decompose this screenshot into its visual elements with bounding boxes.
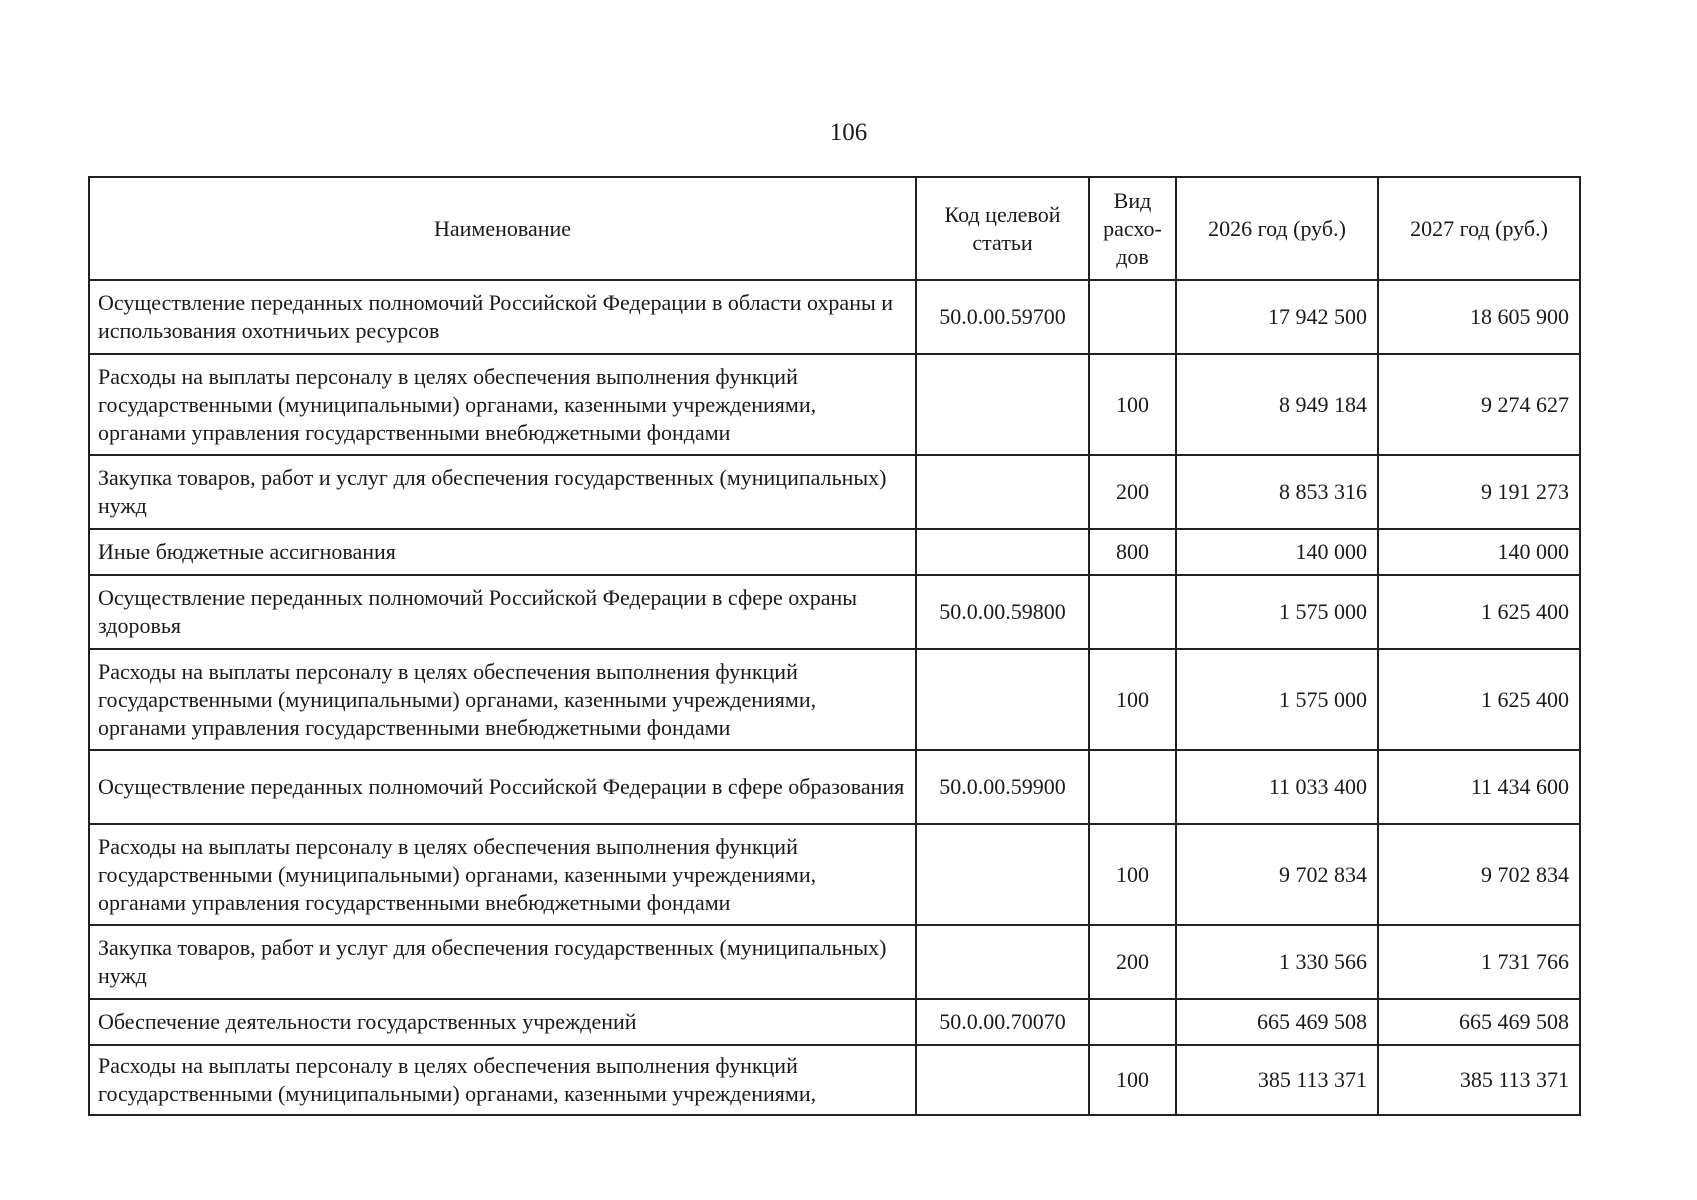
table-header-row bbox=[89, 177, 1580, 280]
row-type: 100 bbox=[1089, 1045, 1176, 1115]
row-2026: 8 949 184 bbox=[1176, 354, 1378, 455]
header-type: Вид расхо-дов bbox=[1089, 177, 1176, 280]
row-type bbox=[1089, 750, 1176, 824]
row-2026: 17 942 500 bbox=[1176, 280, 1378, 354]
row-type bbox=[1089, 999, 1176, 1045]
row-2027: 665 469 508 bbox=[1378, 999, 1580, 1045]
row-2026: 665 469 508 bbox=[1176, 999, 1378, 1045]
row-name: Осуществление переданных полномочий Российской Федерации в области охраны и использования охотничьих ресурсов bbox=[89, 280, 916, 354]
table-row bbox=[89, 750, 1580, 824]
row-code: 50.0.00.59900 bbox=[916, 750, 1089, 824]
row-2026: 140 000 bbox=[1176, 529, 1378, 575]
row-2027: 18 605 900 bbox=[1378, 280, 1580, 354]
row-2026: 1 330 566 bbox=[1176, 925, 1378, 999]
row-type: 100 bbox=[1089, 354, 1176, 455]
row-name: Расходы на выплаты персоналу в целях обеспечения выполнения функций государственными (муниципальными) органами, казенными учреждениями, органами управления государственными внебюджетными фондами bbox=[89, 649, 916, 750]
row-2027: 385 113 371 bbox=[1378, 1045, 1580, 1115]
table-row bbox=[89, 575, 1580, 649]
row-name: Закупка товаров, работ и услуг для обеспечения государственных (муниципальных) нужд bbox=[89, 455, 916, 529]
table-row bbox=[89, 925, 1580, 999]
row-2026: 385 113 371 bbox=[1176, 1045, 1378, 1115]
row-name: Осуществление переданных полномочий Российской Федерации в сфере образования bbox=[89, 750, 916, 824]
row-2026: 1 575 000 bbox=[1176, 649, 1378, 750]
row-2026: 8 853 316 bbox=[1176, 455, 1378, 529]
row-name: Расходы на выплаты персоналу в целях обеспечения выполнения функций государственными (муниципальными) органами, казенными учреждениями, органами управления государственными внебюджетными фондами bbox=[89, 824, 916, 925]
table-row bbox=[89, 824, 1580, 925]
row-2027: 1 625 400 bbox=[1378, 575, 1580, 649]
row-2026: 9 702 834 bbox=[1176, 824, 1378, 925]
table-row bbox=[89, 1045, 1580, 1115]
table-row bbox=[89, 455, 1580, 529]
row-type: 200 bbox=[1089, 455, 1176, 529]
row-name: Расходы на выплаты персоналу в целях обеспечения выполнения функций государственными (муниципальными) органами, казенными учреждениями, органами управления государственными внебюджетными фондами bbox=[89, 354, 916, 455]
table-row bbox=[89, 280, 1580, 354]
row-2027: 1 625 400 bbox=[1378, 649, 1580, 750]
header-year-2027: 2027 год (руб.) bbox=[1378, 177, 1580, 280]
row-2027: 11 434 600 bbox=[1378, 750, 1580, 824]
row-name: Обеспечение деятельности государственных учреждений bbox=[89, 999, 916, 1045]
budget-table bbox=[88, 176, 1581, 1116]
table-row bbox=[89, 649, 1580, 750]
row-code bbox=[916, 925, 1089, 999]
row-2027: 9 191 273 bbox=[1378, 455, 1580, 529]
row-name: Расходы на выплаты персоналу в целях обеспечения выполнения функций государственными (муниципальными) органами, казенными учреждениями, bbox=[89, 1045, 916, 1115]
row-type bbox=[1089, 575, 1176, 649]
header-year-2026: 2026 год (руб.) bbox=[1176, 177, 1378, 280]
table-row bbox=[89, 529, 1580, 575]
row-2027: 140 000 bbox=[1378, 529, 1580, 575]
row-type: 200 bbox=[1089, 925, 1176, 999]
header-name: Наименование bbox=[89, 177, 916, 280]
row-code: 50.0.00.59700 bbox=[916, 280, 1089, 354]
row-2026: 11 033 400 bbox=[1176, 750, 1378, 824]
row-2027: 1 731 766 bbox=[1378, 925, 1580, 999]
row-name: Иные бюджетные ассигнования bbox=[89, 529, 916, 575]
row-type: 100 bbox=[1089, 649, 1176, 750]
row-code bbox=[916, 824, 1089, 925]
row-name: Осуществление переданных полномочий Российской Федерации в сфере охраны здоровья bbox=[89, 575, 916, 649]
row-code bbox=[916, 1045, 1089, 1115]
row-name: Закупка товаров, работ и услуг для обеспечения государственных (муниципальных) нужд bbox=[89, 925, 916, 999]
row-code bbox=[916, 455, 1089, 529]
row-type: 100 bbox=[1089, 824, 1176, 925]
row-code bbox=[916, 354, 1089, 455]
row-type bbox=[1089, 280, 1176, 354]
page-number: 106 bbox=[829, 119, 868, 146]
row-2027: 9 274 627 bbox=[1378, 354, 1580, 455]
row-2026: 1 575 000 bbox=[1176, 575, 1378, 649]
table-row bbox=[89, 354, 1580, 455]
row-2027: 9 702 834 bbox=[1378, 824, 1580, 925]
header-code: Код целевой статьи bbox=[916, 177, 1089, 280]
row-code: 50.0.00.59800 bbox=[916, 575, 1089, 649]
row-code: 50.0.00.70070 bbox=[916, 999, 1089, 1045]
row-type: 800 bbox=[1089, 529, 1176, 575]
table-row bbox=[89, 999, 1580, 1045]
row-code bbox=[916, 529, 1089, 575]
row-code bbox=[916, 649, 1089, 750]
